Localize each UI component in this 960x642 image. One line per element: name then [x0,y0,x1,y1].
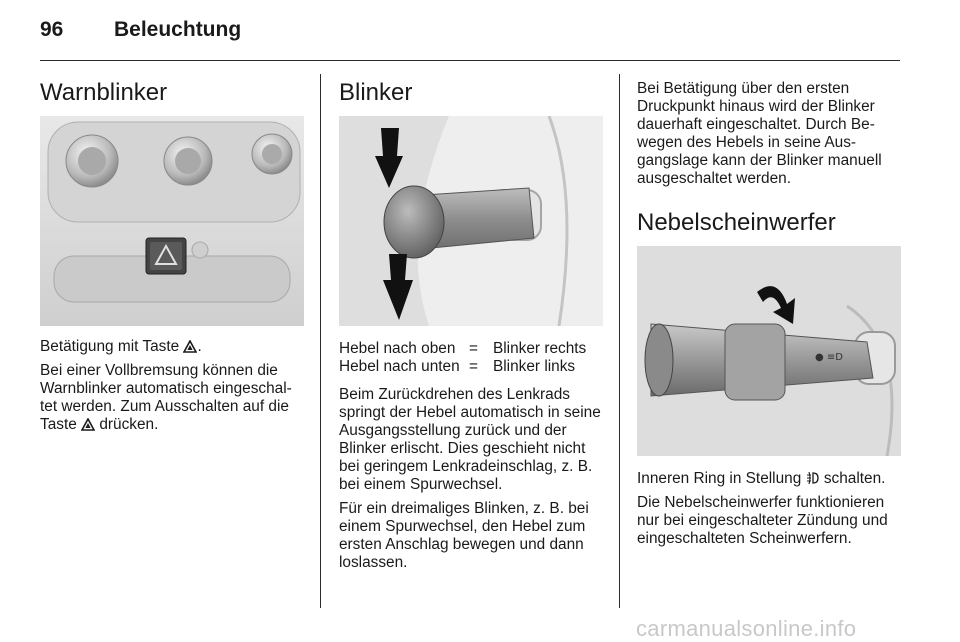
fog-light-icon [806,471,820,485]
blinker-continuation: Bei Betätigung über den ersten Druckpunkt hinaus wird der Blinker dauerhaft eingeschaltet. Durch Be- wegen des Hebels in seine Aus- gangslage kann der Blinker manuell ausgeschaltet werden. [637,80,882,187]
warnblinker-body: Bei einer Vollbremsung können die Warnblinker automatisch eingeschal- tet werden. Zum Ausschalten auf die Taste drücken. [40,362,292,433]
turn-signal-lever-illustration [339,116,603,326]
header-rule [40,60,900,61]
warnblinker-section [40,74,304,440]
nebelscheinwerfer-column [637,74,901,554]
watermark: carmanualsonline.info [636,616,857,641]
nebelscheinwerfer-caption: Inneren Ring in Stellung schalten. [637,470,886,487]
table-row: Hebel nach oben = Blinker rechts [339,340,587,357]
hazard-switch-illustration [40,116,304,326]
page-number: 96 [40,18,64,41]
nebelscheinwerfer-body: Die Nebelscheinwerfer funktionieren nur bei eingeschalteter Zündung und eingeschalteten Scheinwerfern. [637,494,888,547]
warnblinker-caption: Betätigung mit Taste . [40,338,202,355]
fog-light-switch-illustration [637,246,901,456]
warnblinker-heading: Warnblinker [40,79,168,106]
chapter-title: Beleuchtung [114,18,242,41]
table-row: Hebel nach unten = Blinker links [339,358,576,375]
blinker-paragraph-1: Beim Zurückdrehen des Lenkrads springt der Hebel automatisch in seine Ausgangsstellung zurück und der Blinker erlischt. Dies geschieht nicht bei geringem Lenkradeinschlag, z. B. bei einem Spurwechsel. [339,386,601,493]
nebelscheinwerfer-heading: Nebelscheinwerfer [637,209,836,236]
blinker-paragraph-2: Für ein dreimaliges Blinken, z. B. bei einem Spurwechsel, den Hebel zum ersten Anschlag bewegen und dann loslassen. [339,500,589,571]
hazard-triangle-icon [183,340,197,353]
blinker-heading: Blinker [339,79,413,106]
hazard-triangle-icon [81,418,95,431]
column-divider-1 [320,74,321,608]
svg-text:● ≡D: ● ≡D [815,352,843,363]
blinker-function-table [339,340,603,376]
blinker-section [339,74,603,578]
column-divider-2 [619,74,620,608]
